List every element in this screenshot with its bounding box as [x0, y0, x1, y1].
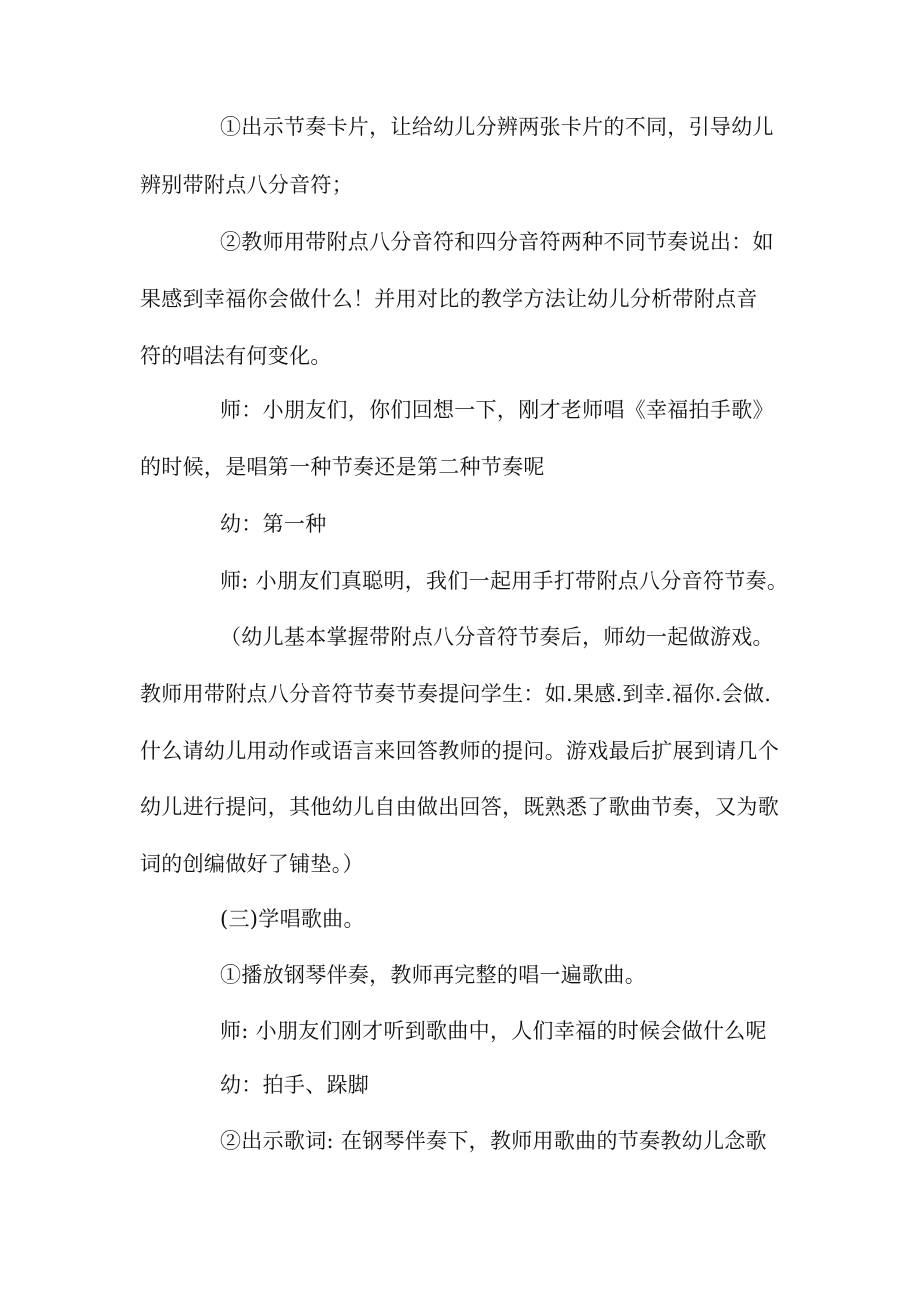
paragraph-line: ①播放钢琴伴奏，教师再完整的唱一遍歌曲。 [220, 963, 646, 987]
paragraph-line: 辨别带附点八分音符； [140, 173, 353, 197]
paragraph-line: 教师用带附点八分音符节奏节奏提问学生：如.果感.到幸.福你.会做. [140, 682, 772, 706]
paragraph-line: 的时候，是唱第一种节奏还是第二种节奏呢 [140, 455, 545, 479]
paragraph-line: 师: 小朋友们真聪明，我们一起用手打带附点八分音符节奏。 [220, 569, 789, 593]
paragraph-line: ②教师用带附点八分音符和四分音符两种不同节奏说出：如 [220, 230, 774, 254]
paragraph-line: 幼儿进行提问，其他幼儿自由做出回答，既熟悉了歌曲节奏，又为歌 [140, 795, 779, 819]
paragraph-line: 词的创编做好了铺垫。） [140, 852, 364, 876]
paragraph-line: ②出示歌词: 在钢琴伴奏下，教师用歌曲的节奏教幼儿念歌 [220, 1129, 767, 1153]
paragraph-line: 师：小朋友们，你们回想一下，刚才老师唱《幸福拍手歌》 [220, 398, 774, 422]
paragraph-line: 果感到幸福你会做什么！并用对比的教学方法让幼儿分析带附点音 [140, 287, 758, 311]
paragraph-line: （幼儿基本掌握带附点八分音符节奏后，师幼一起做游戏。 [220, 625, 774, 649]
paragraph-line: ①出示节奏卡片，让给幼儿分辨两张卡片的不同，引导幼儿 [220, 115, 774, 139]
paragraph-line: 幼：第一种 [220, 512, 327, 536]
section-heading: (三)学唱歌曲。 [220, 907, 365, 931]
paragraph-line: 幼：拍手、跺脚 [220, 1073, 370, 1097]
paragraph-line: 什么请幼儿用动作或语言来回答教师的提问。游戏最后扩展到请几个 [140, 739, 779, 763]
paragraph-line: 符的唱法有何变化。 [140, 344, 332, 368]
paragraph-line: 师: 小朋友们刚才听到歌曲中，人们幸福的时候会做什么呢 [220, 1019, 767, 1043]
